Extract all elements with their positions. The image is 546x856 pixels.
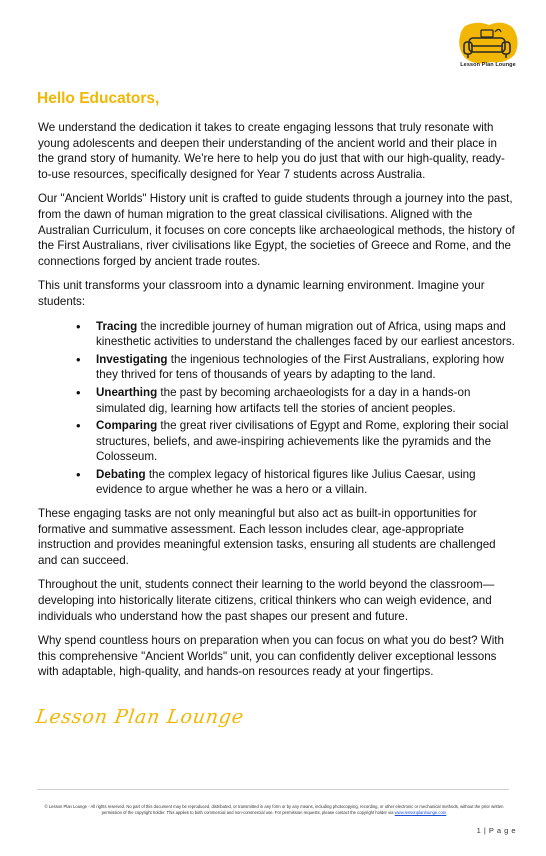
list-item-keyword: Unearthing [96,385,158,399]
list-item [96,385,516,416]
list-item [96,352,516,383]
list-item [96,467,516,498]
copyright-text: © Lesson Plan Lounge - All rights reserved. No part of this document may be reproduced, distributed, or transmitted in any form or by any means, including photocopying, recording, or other electronic or mechanical methods, without the prior written permission of the copyright holder. This applies to both commercial and non-commercial use. For permission requests, please contact the copyright holder via [44,804,504,815]
list-item-text: the complex legacy of historical figures like Julius Caesar, using evidence to argue whether he was a hero or a villain. [96,467,476,497]
list-item-keyword: Debating [96,467,146,481]
greeting-heading: Hello Educators, [37,90,160,107]
connection-paragraph: Throughout the unit, students connect their learning to the world beyond the classroom—developing into historically literate citizens, critical thinkers who can weigh evidence, and individuals who understand how the past shapes our present and future. [38,578,495,623]
list-item [96,418,516,465]
website-link[interactable]: www.lessonplanlounge.com [394,809,447,815]
footer-divider [37,789,509,790]
list-item-text: the past by becoming archaeologists for a day in a hands-on simulated dig, learning how artifacts tell the stories of ancient peoples. [96,385,471,415]
signature: Lesson Plan Lounge [34,706,246,728]
copyright-notice [40,804,508,815]
logo-text: Lesson Plan Lounge [460,62,516,68]
list-item-keyword: Tracing [96,319,138,333]
activity-list [38,319,516,499]
page-number: 1 | P a g e [476,826,516,835]
intro-paragraph: We understand the dedication it takes to create engaging lessons that truly resonate with young adolescents and deepen their understanding of the ancient world and their place in the grand story of humanity. We're here to help you do just that with our high-quality, ready-to-use resources, specifically designed for Year 7 students across Australia. [38,121,505,181]
imagine-paragraph: This unit transforms your classroom into a dynamic learning environment. Imagine your students: [38,279,485,308]
list-item-keyword: Investigating [96,352,168,366]
list-item-text: the incredible journey of human migration out of Africa, using maps and kinesthetic activities to understand the challenges faced by our earliest ancestors. [96,319,515,349]
list-item [96,319,516,350]
list-item-keyword: Comparing [96,419,158,433]
assessment-paragraph: These engaging tasks are not only meaningful but also act as built-in opportunities for formative and summative assessment. Each lesson includes clear, age-appropriate instruction and provides meaningful extension tasks, ensuring all students are challenged and can succeed. [38,507,496,567]
closing-paragraph: Why spend countless hours on preparation when you can focus on what you do best? With this comprehensive "Ancient Worlds" unit, you can confidently deliver exceptional lessons with adaptable, high-quality, and hands-on resources ready at your fingertips. [38,634,504,679]
letter-body [38,120,516,689]
list-item-text: the ingenious technologies of the First Australians, exploring how they thrived for tens of thousands of years by adapting to the land. [96,352,504,382]
list-item-text: the great river civilisations of Egypt and Rome, exploring their social structures, beliefs, and awe-inspiring achievements like the pyramids and the Colosseum. [96,419,509,464]
unit-overview-paragraph: Our "Ancient Worlds" History unit is crafted to guide students through a journey into the past, from the dawn of human migration to the great classical civilisations. Aligned with the Australian Curriculum, it focuses on core concepts like archaeological methods, the history of the First Australians, river civilisations like Egypt, the societies of Greece and Rome, and the connections forged by ancient trade routes. [38,192,515,268]
